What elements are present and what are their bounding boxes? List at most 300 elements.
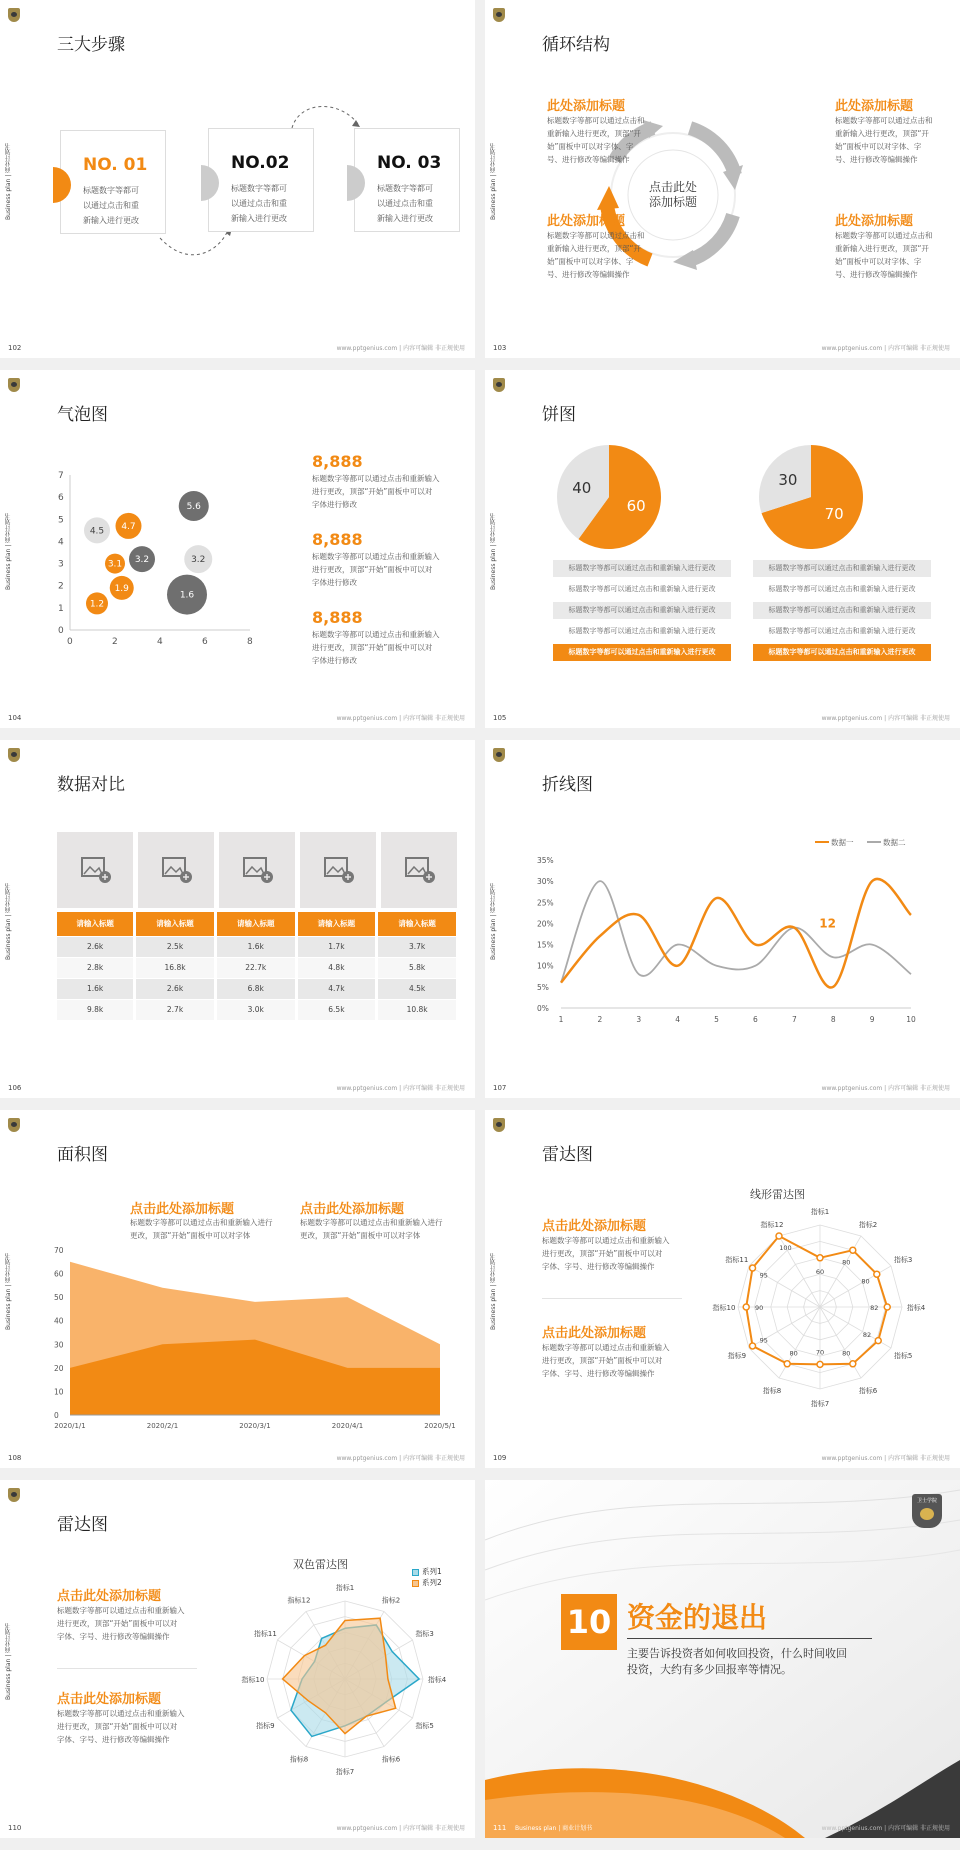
x-tick-label: 6 [753,1015,758,1024]
radar-axis-label: 指标7 [810,1400,830,1408]
pie-list-2 [753,560,931,665]
radar-chart-1 [712,1202,926,1412]
block-title: 此处添加标题 [835,214,914,229]
text-line: 号、进行修改等编辑操作 [547,270,630,279]
stat-number: 8,888 [312,608,363,627]
x-tick-label: 6 [202,637,208,647]
table-cell: 2.5k [135,936,216,957]
image-icon [300,832,376,908]
radar-point [850,1361,856,1367]
text-line: 号、进行修改等编辑操作 [547,155,630,164]
x-tick-label: 2020/5/1 [424,1422,456,1430]
block-title: 点击此处添加标题 [542,1219,647,1234]
footer-text: www.pptgenius.com | 内容可编辑 非正规使用 [821,345,950,352]
pie-label: 60 [626,496,646,515]
step-text-line: 新输入进行更改 [377,214,433,223]
table-cell: 9.8k [57,999,135,1020]
text-line: 字体进行修改 [312,656,357,665]
pie-label: 30 [778,471,798,490]
table-header: 请输入标题 [215,912,296,936]
page-number: 104 [8,714,22,722]
x-tick-label: 4 [157,637,163,647]
x-tick-label: 2020/1/1 [54,1422,86,1430]
side-label: Business plan | 商业计划书 [490,1252,497,1330]
chart-title: 双色雷达图 [293,1558,348,1571]
image-placeholder[interactable] [138,832,214,908]
title-underline [627,1638,872,1639]
table-cell: 6.5k [296,999,377,1020]
radar-value-label: 95 [759,1336,768,1345]
text-line: 始”面板中可以对字体、字 [835,257,922,266]
logo-icon [8,378,20,392]
slide-104[interactable] [0,370,475,728]
table-cell: 4.5k [377,978,458,999]
legend-label: 数据一 [831,838,854,847]
side-label: Business plan | 商业计划书 [5,1252,12,1330]
x-tick-label: 2020/3/1 [239,1422,271,1430]
side-label: Business plan | 商业计划书 [490,512,497,590]
block-title: 点击此处添加标题 [300,1202,405,1217]
text-line: 标题数字等都可以通过点击和 [835,116,933,125]
y-tick-label: 10% [537,961,554,971]
text-line: 标题数字等都可以通过点击和重新输入 [57,1709,185,1718]
bubble-label: 4.5 [89,526,105,537]
text-line: 标题数字等都可以通过点击和重新输入进行 [130,1218,273,1227]
footer-text: www.pptgenius.com | 内容可编辑 非正规使用 [336,715,465,722]
text-line: 始”面板中可以对字体、字 [835,142,922,151]
image-placeholder[interactable] [57,832,133,908]
pie-list-item: 标题数字等都可以通过点击和重新输入进行更改 [553,560,731,577]
pie-list-1 [553,560,731,665]
logo-icon [8,1118,20,1132]
y-tick-label: 40 [54,1316,64,1326]
text-line: 标题数字等都可以通过点击和重新输入 [312,630,440,639]
text-line: 字体进行修改 [312,500,357,509]
radar-point [776,1233,782,1239]
radar-value-label: 95 [759,1271,768,1280]
block-title: 点击此处添加标题 [57,1692,162,1707]
legend-label: 系列2 [422,1578,442,1587]
block-title: 点击此处添加标题 [542,1326,647,1341]
table-cell: 2.8k [57,957,135,978]
text-line: 标题数字等都可以通过点击和 [547,116,645,125]
legend-entry [412,1566,442,1577]
radar-axis-label: 指标9 [727,1352,747,1360]
image-placeholder[interactable] [381,832,457,908]
slide-title: 三大步骤 [57,35,125,55]
table-header: 请输入标题 [57,912,135,936]
step-label: NO. 03 [377,153,442,173]
text-line: 进行更改，顶部“开始”面板中可以对 [57,1619,178,1628]
bubble-label: 1.9 [114,583,129,594]
y-tick-label: 60 [54,1269,64,1279]
radar-point [750,1343,756,1349]
radar-axis-label: 指标4 [906,1304,926,1312]
cycle-center-label[interactable] [628,180,718,210]
bubble-label: 3.1 [107,559,123,570]
pie-chart-1 [554,442,664,552]
page-number: 102 [8,344,22,352]
step-label: NO. 01 [83,155,148,175]
chart-title: 线形雷达图 [750,1188,805,1201]
radar-axis-label: 指标9 [256,1722,275,1730]
y-tick-label: 7 [58,471,64,481]
text-line: 重新输入进行更改，顶部“开 [835,129,929,138]
step-text-line: 以通过点击和重 [377,199,433,208]
desc-line: 投资，大约有多少回报率等情况。 [627,1663,792,1676]
divider [542,1298,682,1299]
radar-axis-label: 指标6 [858,1387,878,1396]
x-tick-label: 2020/2/1 [146,1422,179,1430]
slide-title: 面积图 [57,1145,108,1165]
y-tick-label: 20% [537,919,554,929]
side-label: Business plan | 商业计划书 [5,1622,12,1700]
y-tick-label: 2 [58,581,64,592]
text-line: 重新输入进行更改，顶部“开 [547,129,641,138]
radar-legend [412,1566,442,1588]
step-card-2[interactable] [208,128,314,232]
y-tick-label: 1 [58,603,64,614]
x-tick-label: 8 [247,637,253,647]
footer-text: www.pptgenius.com | 内容可编辑 非正规使用 [821,1455,950,1462]
radar-value-label: 70 [815,1348,825,1357]
step-text-line: 标题数字等都可 [377,184,433,193]
table-cell: 3.7k [377,936,458,957]
radar-axis-label: 指标12 [760,1220,784,1229]
text-line: 更改，顶部“开始”面板中可以对字体 [130,1231,251,1240]
table-cell: 1.7k [296,936,377,957]
radar-value-label: 80 [789,1349,798,1358]
table-header: 请输入标题 [296,912,377,936]
text-line: 更改，顶部“开始”面板中可以对字体 [300,1231,421,1240]
logo-icon [8,1488,20,1502]
text-line: 字体、字号、进行修改等编辑操作 [542,1262,655,1271]
slide-105[interactable] [485,370,960,728]
slide-title: 雷达图 [542,1145,593,1165]
y-tick-label: 20 [54,1363,64,1373]
y-tick-label: 25% [537,898,554,908]
side-label: Business plan | 商业计划书 [5,142,12,220]
table-cell: 10.8k [377,999,458,1020]
radar-chart-2 [240,1574,450,1784]
table-cell: 1.6k [57,978,135,999]
table-cell: 4.8k [296,957,377,978]
radar-point [884,1304,890,1310]
legend-swatch [412,1580,419,1587]
pie-list-item: 标题数字等都可以通过点击和重新输入进行更改 [753,602,931,619]
y-tick-label: 50 [54,1293,64,1303]
bubble-label: 3.2 [134,555,150,566]
side-label: Business plan | 商业计划书 [5,512,12,590]
page-number: 109 [493,1454,507,1462]
series-line [561,881,911,983]
slide-title: 饼图 [542,405,576,425]
pie-list-item: 标题数字等都可以通过点击和重新输入进行更改 [753,581,931,598]
pie-list-item: 标题数字等都可以通过点击和重新输入进行更改 [553,644,731,661]
slide-title: 雷达图 [57,1515,108,1535]
pie-label: 70 [824,504,844,523]
text-line: 进行更改，顶部“开始”面板中可以对 [312,643,433,652]
text-line: 重新输入进行更改，顶部“开 [547,244,641,253]
stat-number: 8,888 [312,452,363,471]
table-cell: 6.8k [215,978,296,999]
line-chart [525,830,945,1060]
text-line: 字体、字号、进行修改等编辑操作 [57,1632,170,1641]
radar-axis-label: 指标3 [415,1630,434,1638]
radar-value-label: 100 [779,1244,792,1253]
page-number: 111 [493,1824,507,1832]
x-tick-label: 5 [714,1015,719,1024]
pie-list-item: 标题数字等都可以通过点击和重新输入进行更改 [753,623,931,640]
radar-value-label: 80 [842,1258,851,1267]
legend-label: 系列1 [422,1567,442,1576]
table-header: 请输入标题 [377,912,458,936]
pie-list-item: 标题数字等都可以通过点击和重新输入进行更改 [753,644,931,661]
x-tick-label: 7 [791,1015,797,1024]
table-cell: 22.7k [215,957,296,978]
block-title: 此处添加标题 [547,99,626,114]
image-icon [138,832,214,908]
block-title: 点击此处添加标题 [130,1202,235,1217]
series-line [561,879,911,988]
step-label: NO.02 [231,153,290,173]
image-placeholder[interactable] [300,832,376,908]
data-annotation: 12 [819,916,836,931]
bubble-label: 1.6 [179,590,195,601]
text-line: 标题数字等都可以通过点击和重新输入 [312,474,440,483]
slide-110[interactable] [0,1480,475,1838]
legend-swatch [412,1569,419,1576]
text-line: 进行更改，顶部“开始”面板中可以对 [542,1249,663,1258]
pie-label: 40 [572,479,592,498]
radar-point [817,1361,823,1367]
bubble-label: 5.6 [186,502,201,512]
radar-point [875,1338,881,1344]
x-tick-label: 2 [112,637,118,647]
y-tick-label: 0 [54,1411,59,1420]
step-text-line: 新输入进行更改 [83,216,139,225]
slide-102[interactable] [0,0,475,358]
radar-point [750,1265,756,1271]
page-number: 106 [8,1084,22,1092]
radar-value-label: 82 [862,1331,872,1340]
divider [57,1668,197,1669]
x-tick-label: 9 [869,1015,875,1024]
radar-axis-label: 指标2 [858,1220,878,1229]
table-cell: 3.0k [215,999,296,1020]
x-tick-label: 3 [636,1015,642,1024]
side-label: Business plan | 商业计划书 [490,142,497,220]
footer-left: Business plan | 商业计划书 [515,1825,593,1832]
step-text-line: 新输入进行更改 [231,214,287,223]
radar-value-label: 60 [815,1267,825,1276]
radar-axis-label: 指标2 [381,1596,401,1605]
stat-number: 8,888 [312,530,363,549]
text-line: 标题数字等都可以通过点击和重新输入 [312,552,440,561]
slide-107[interactable] [485,740,960,1098]
radar-value-label: 80 [842,1349,851,1358]
logo-icon [8,748,20,762]
slide-103[interactable] [485,0,960,358]
radar-axis-label: 指标7 [335,1768,355,1776]
step-text-line: 标题数字等都可 [83,186,139,195]
radar-point [817,1255,823,1261]
slide-106[interactable] [0,740,475,1098]
radar-axis-label: 指标5 [415,1722,434,1730]
logo-icon [493,748,505,762]
radar-value-label: 80 [861,1277,870,1286]
y-tick-label: 30 [54,1340,64,1350]
footer-text: www.pptgenius.com | 内容可编辑 非正规使用 [336,1825,465,1832]
y-tick-label: 15% [537,940,554,950]
image-icon [219,832,295,908]
radar-axis-label: 指标11 [253,1630,277,1638]
text-line: 字体、字号、进行修改等编辑操作 [542,1369,655,1378]
step-card-1[interactable] [60,130,166,234]
radar-series [746,1236,887,1364]
radar-axis-label: 指标12 [287,1596,311,1605]
radar-axis-label: 指标10 [241,1676,265,1684]
y-tick-label: 3 [58,559,64,570]
pie-list-item: 标题数字等都可以通过点击和重新输入进行更改 [753,560,931,577]
table-cell: 2.6k [57,936,135,957]
side-label: Business plan | 商业计划书 [490,882,497,960]
center-line: 点击此处 [648,180,697,194]
legend-label: 数据二 [883,838,906,847]
slide-109[interactable] [485,1110,960,1468]
radar-axis-label: 指标1 [810,1208,830,1216]
table-cell: 2.6k [135,978,216,999]
table-row [57,957,458,978]
footer-text: www.pptgenius.com | 内容可编辑 非正规使用 [336,1455,465,1462]
footer-text: www.pptgenius.com | 内容可编辑 非正规使用 [336,345,465,352]
page-number: 108 [8,1454,22,1462]
pie-chart-2 [756,442,866,552]
footer-text: www.pptgenius.com | 内容可编辑 非正规使用 [821,1825,950,1832]
page-number: 103 [493,344,507,352]
radar-axis-label: 指标4 [427,1676,447,1684]
radar-point [874,1271,880,1277]
area-chart [40,1235,470,1435]
table-header: 请输入标题 [135,912,216,936]
slide-111[interactable] [485,1480,960,1838]
slide-108[interactable] [0,1110,475,1468]
step-text-line: 以通过点击和重 [231,199,287,208]
image-placeholder[interactable] [219,832,295,908]
block-title: 此处添加标题 [547,214,626,229]
radar-value-label: 82 [870,1304,879,1312]
section-desc [627,1646,847,1678]
radar-axis-label: 指标6 [381,1755,401,1764]
x-tick-label: 10 [906,1015,916,1024]
x-tick-label: 4 [675,1015,681,1024]
y-tick-label: 5 [58,515,64,526]
text-line: 号、进行修改等编辑操作 [835,270,918,279]
slide-title: 折线图 [542,775,593,795]
section-badge: 10 [561,1594,617,1650]
table-cell: 2.7k [135,999,216,1020]
logo-icon [493,1118,505,1132]
table-row [57,978,458,999]
radar-value-label: 90 [755,1304,764,1312]
text-line: 字体进行修改 [312,578,357,587]
table-cell: 4.7k [296,978,377,999]
slide-title: 数据对比 [57,775,125,795]
text-line: 进行更改，顶部“开始”面板中可以对 [312,487,433,496]
cycle-diagram [485,0,960,358]
image-icon [381,832,457,908]
table-cell: 1.6k [215,936,296,957]
block-title: 点击此处添加标题 [57,1589,162,1604]
page-number: 105 [493,714,507,722]
center-line: 添加标题 [648,195,697,209]
slide-title: 气泡图 [57,405,108,425]
y-tick-label: 10 [54,1387,64,1397]
radar-point [850,1247,856,1253]
x-tick-label: 8 [830,1015,836,1024]
step-text-line: 标题数字等都可 [231,184,287,193]
text-line: 字体、字号、进行修改等编辑操作 [57,1735,170,1744]
x-tick-label: 1 [558,1015,564,1024]
text-line: 标题数字等都可以通过点击和 [835,231,933,240]
text-line: 标题数字等都可以通过点击和重新输入 [542,1343,670,1352]
legend-entry [412,1577,442,1588]
footer-text: www.pptgenius.com | 内容可编辑 非正规使用 [821,1085,950,1092]
step-card-3[interactable] [354,128,460,232]
radar-axis-label: 指标10 [712,1304,736,1312]
desc-line: 主要告诉投资者如何收回投资，什么时间收回 [627,1647,847,1660]
text-line: 标题数字等都可以通过点击和 [547,231,645,240]
x-tick-label: 2 [597,1015,603,1024]
text-line: 始”面板中可以对字体、字 [547,142,634,151]
image-placeholder-row [57,832,459,908]
radar-axis-label: 指标3 [893,1256,913,1264]
comparison-table [57,912,459,1020]
text-line: 标题数字等都可以通过点击和重新输入 [542,1236,670,1245]
logo-badge [912,1494,942,1528]
text-line: 标题数字等都可以通过点击和重新输入 [57,1606,185,1615]
x-tick-label: 2020/4/1 [331,1422,364,1430]
radar-point [784,1361,790,1367]
step-text-line: 以通过点击和重 [83,201,139,210]
text-line: 标题数字等都可以通过点击和重新输入进行 [300,1218,443,1227]
text-line: 进行更改，顶部“开始”面板中可以对 [312,565,433,574]
y-tick-label: 5% [537,982,549,992]
y-tick-label: 0% [537,1004,549,1013]
radar-axis-label: 指标8 [289,1755,309,1764]
text-line: 进行更改，顶部“开始”面板中可以对 [542,1356,663,1365]
radar-axis-label: 指标5 [893,1352,913,1360]
image-icon [57,832,133,908]
footer-text: www.pptgenius.com | 内容可编辑 非正规使用 [821,715,950,722]
y-tick-label: 30% [537,877,554,887]
pie-list-item: 标题数字等都可以通过点击和重新输入进行更改 [553,623,731,640]
y-tick-label: 6 [58,493,64,504]
footer-text: www.pptgenius.com | 内容可编辑 非正规使用 [336,1085,465,1092]
logo-icon [493,378,505,392]
pie-list-item: 标题数字等都可以通过点击和重新输入进行更改 [553,602,731,619]
radar-point [743,1304,749,1310]
radar-axis-label: 指标11 [725,1256,749,1264]
y-tick-label: 0 [58,626,64,636]
x-tick-label: 0 [67,637,73,647]
page-number: 110 [8,1824,22,1832]
bubble-label: 4.7 [121,521,136,532]
y-tick-label: 70 [54,1246,64,1255]
table-row [57,999,458,1020]
radar-axis-label: 指标1 [335,1584,355,1592]
block-title: 此处添加标题 [835,99,914,114]
